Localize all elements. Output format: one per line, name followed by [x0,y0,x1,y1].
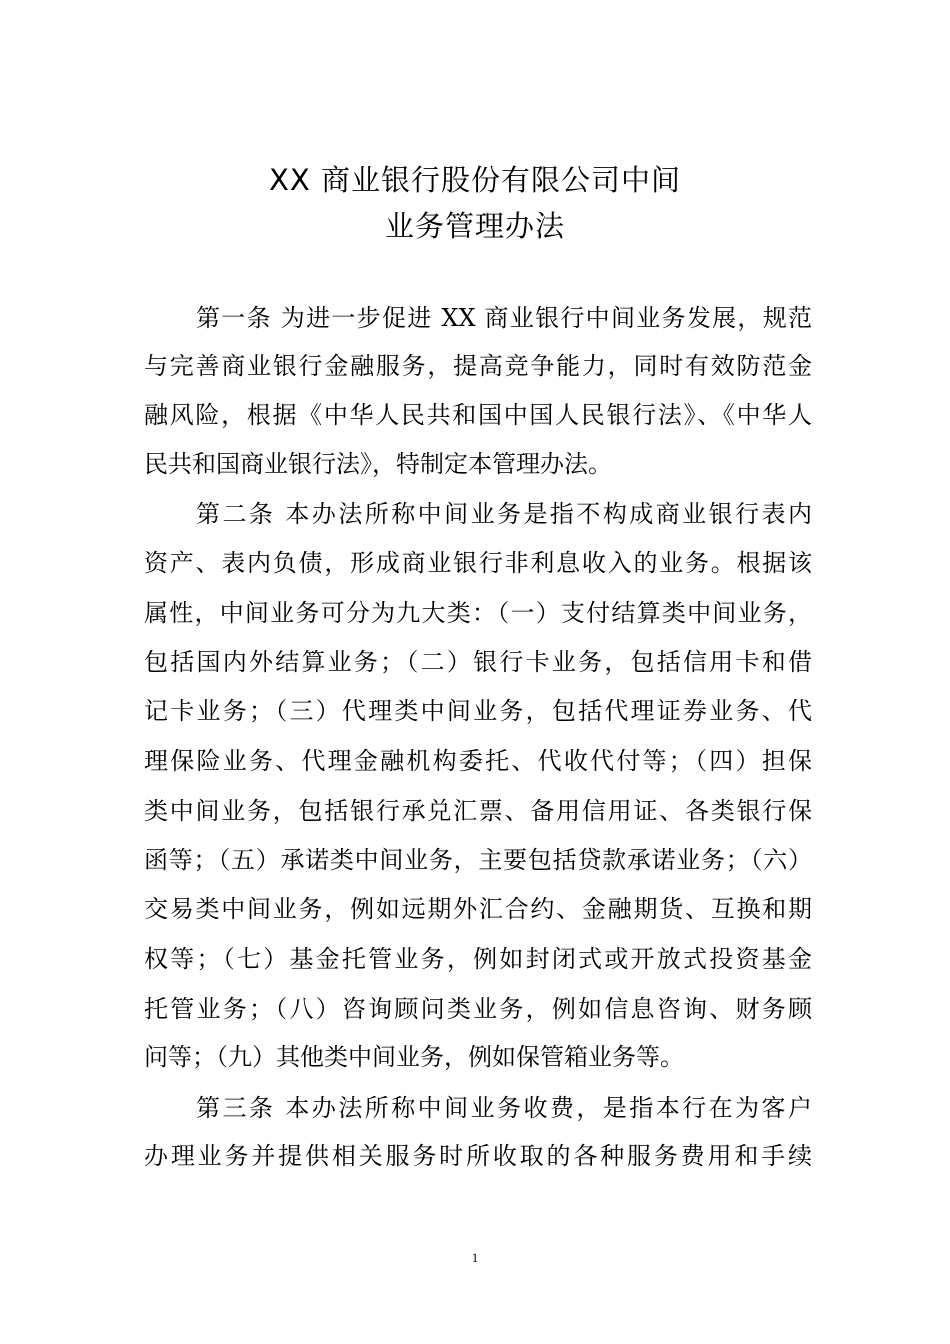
article-2-line-3: 属性，中间业务可分为九大类：（一）支付结算类中间业务， [144,599,812,627]
article-2-line-7: 类中间业务，包括银行承兑汇票、备用信用证、各类银行保 [144,797,812,825]
article-2-line-12: 问等；（九）其他类中间业务，例如保管箱业务等。 [144,1043,684,1071]
page-number: 1 [471,1250,479,1265]
article-1-line-3: 融风险，根据《中华人民共和国中国人民银行法》、《中华人 [144,401,812,429]
article-2-line-6: 理保险业务、代理金融机构委托、代收代付等；（四）担保 [144,747,812,775]
article-3-line-1: 第三条 本办法所称中间业务收费，是指本行在为客户 [196,1094,812,1122]
article-1-line-4: 民共和国商业银行法》，特制定本管理办法。 [144,450,612,478]
article-1-line-1: 第一条 为进一步促进 XX 商业银行中间业务发展，规范 [196,304,812,332]
article-2-line-8: 函等；（五）承诺类中间业务，主要包括贷款承诺业务；（六） [144,846,812,874]
document-title-line-2: 业务管理办法 [384,209,565,243]
article-2-line-2: 资产、表内负债，形成商业银行非利息收入的业务。根据该 [144,549,812,577]
article-1-line-2: 与完善商业银行金融服务，提高竞争能力，同时有效防范金 [144,352,812,380]
document-title-line-1: XX 商业银行股份有限公司中间 [269,163,681,197]
article-2-line-10: 权等；（七）基金托管业务，例如封闭式或开放式投资基金 [144,945,812,973]
article-2-line-5: 记卡业务；（三）代理类中间业务，包括代理证券业务、代 [144,697,812,725]
article-2-line-11: 托管业务；（八）咨询顾问类业务，例如信息咨询、财务顾 [144,995,812,1023]
article-3-line-2: 办理业务并提供相关服务时所收取的各种服务费用和手续 [144,1142,812,1170]
article-2-line-4: 包括国内外结算业务；（二）银行卡业务，包括信用卡和借 [144,648,812,676]
article-2-line-9: 交易类中间业务，例如远期外汇合约、金融期货、互换和期 [144,895,812,923]
article-2-line-1: 第二条 本办法所称中间业务是指不构成商业银行表内 [196,500,812,528]
